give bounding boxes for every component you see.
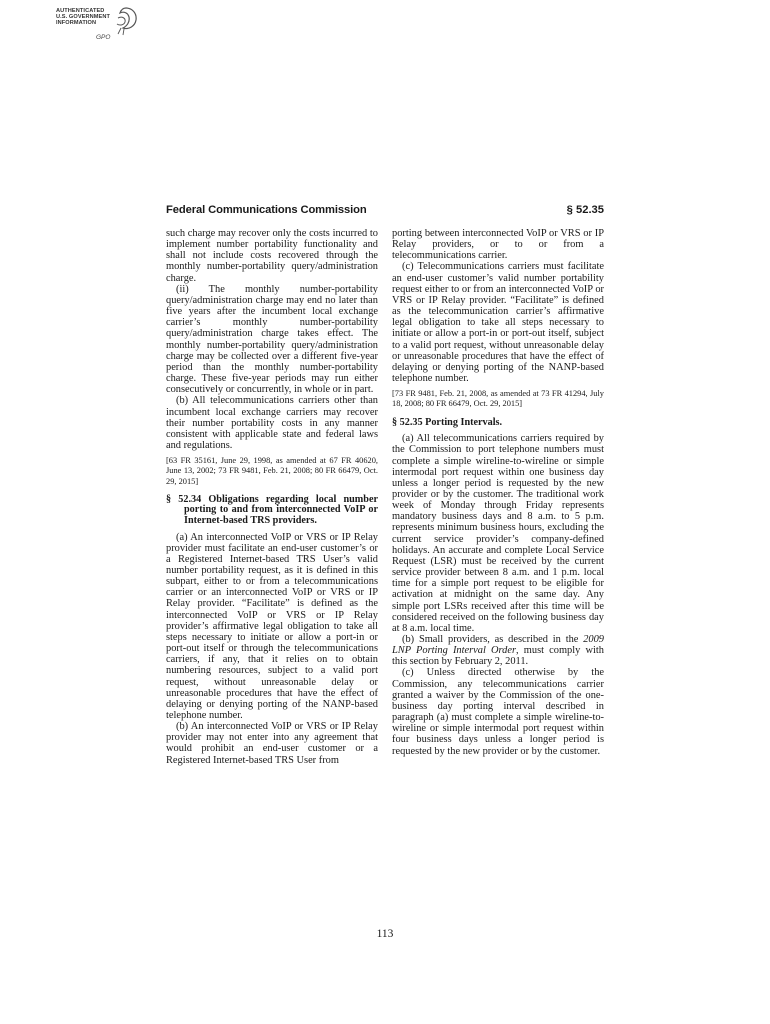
logo-text bbox=[56, 8, 110, 27]
section-heading: § 52.35 Porting Intervals. bbox=[392, 416, 503, 428]
paragraph: (a) An interconnected VoIP or VRS or IP Relay provider must facilitate an end-user customer’s or a Registered Internet-based TRS User’s valid number portability request, as it is defined in this subpart, either to or from a telecommunications carrier or an interconnected VoIP or VRS or IP Relay provider. “Facilitate” is defined as the interconnected VoIP or VRS or IP Relay provider’s affirmative legal obligation to take all steps necessary to initiate or allow a port-in or port-out itself or through the telecommunications carriers, if any, that it relies on to obtain numbering resources, subject to a valid port request, without unreasonable delay or unreasonable procedures that have the effect of delaying or denying porting of the NANP-based telephone number. bbox=[166, 531, 378, 722]
logo-line: U.S. GOVERNMENT bbox=[56, 14, 111, 21]
right-column bbox=[392, 228, 604, 757]
eagle-icon bbox=[112, 6, 140, 36]
running-header bbox=[166, 204, 604, 220]
logo-line: AUTHENTICATED bbox=[56, 8, 105, 14]
paragraph: (ii) The monthly number-portability query/administration charge may end no later than five years after the incumbent local exchange carrier’s monthly number-portability query/administration charge takes effect. The monthly number-portability query/administration charge may be collected over a different five-year period than the monthly number-portability charge. These five-year periods may run either consecutively or concurrently, in whole or in part. bbox=[166, 283, 378, 396]
paragraph: (a) All telecommunications carriers required by the Commission to port telephone numbers must complete a simple wireline-to-wireline or simple intermodal port request within one business day unless a longer period is requested by the new provider or by the customer. The traditional work week of Monday through Friday represents mandatory business days and 8 a.m. to 5 p.m. represents minimum business hours, excluding the current service provider’s company-defined holidays. An accurate and complete Local Service Request (LSR) must be received by the current service provider between 8 a.m. and 1 p.m. local time for a simple port request to be eligible for activation at midnight on the same day. Any simple port LSRs received after this time will be considered received on the following business day at 8 a.m. local time. bbox=[392, 433, 604, 634]
paragraph bbox=[392, 634, 604, 667]
agency-name: Federal Communications Commission bbox=[166, 204, 367, 216]
page-number: 113 bbox=[376, 928, 394, 940]
citation: [63 FR 35161, June 29, 1998, as amended at 67 FR 40620, June 13, 2002; 73 FR 9481, Feb. 21, 2008; 80 FR 66479, Oct. 29, 2015] bbox=[166, 456, 378, 486]
order-title: 2009 LNP Porting Interval Order bbox=[392, 634, 604, 657]
gpo-label: GPO bbox=[96, 34, 111, 41]
left-column bbox=[166, 228, 378, 766]
paragraph: porting between interconnected VoIP or VRS or IP Relay providers, or to or from a telecommunications carrier. bbox=[392, 228, 604, 262]
paragraph: (c) Unless directed otherwise by the Commission, any telecommunications carrier granted a waiver by the Commission of the one-business day porting interval described in paragraph (a) must complete a simple wireline-to-wireline or simple intermodal port request within four business days unless a longer period is requested by the new provider or by the customer. bbox=[392, 667, 604, 757]
text-run: , must comply with this section by February 2, 2011. bbox=[392, 645, 604, 668]
text-run: (b) Small providers, as described in the bbox=[402, 634, 584, 645]
paragraph: (c) Telecommunications carriers must facilitate an end-user customer’s valid number portability request either to or from an interconnected VoIP or VRS or IP Relay provider. “Facilitate” is defined as the telecommunication carrier’s affirmative legal obligation to take all steps necessary to initiate or allow a port-in or port-out itself, subject to a valid port request, without unreasonable delay or unreasonable procedures that have the effect of delaying or denying porting of the NANP-based telephone number. bbox=[392, 261, 604, 385]
paragraph: (b) All telecommunications carriers other than incumbent local exchange carriers may recover their number portability costs in any manner consistent with applicable state and federal laws and regulations. bbox=[166, 395, 378, 451]
section-heading: § 52.34 Obligations regarding local number porting to and from interconnected VoIP or Internet-based TRS providers. bbox=[166, 493, 378, 526]
paragraph: such charge may recover only the costs incurred to implement number portability functionality and shall not include costs recovered through the monthly number-portability query/administration charge. bbox=[166, 228, 378, 284]
gpo-authentication-logo bbox=[56, 6, 142, 46]
paragraph: (b) An interconnected VoIP or VRS or IP Relay provider may not enter into any agreement that would prohibit an end-user customer or a Registered Internet-based TRS User from bbox=[166, 721, 378, 766]
citation: [73 FR 9481, Feb. 21, 2008, as amended at 73 FR 41294, July 18, 2008; 80 FR 66479, Oct. 29, 2015] bbox=[392, 389, 604, 409]
section-number: § 52.35 bbox=[566, 204, 604, 216]
logo-line: INFORMATION bbox=[56, 20, 97, 27]
